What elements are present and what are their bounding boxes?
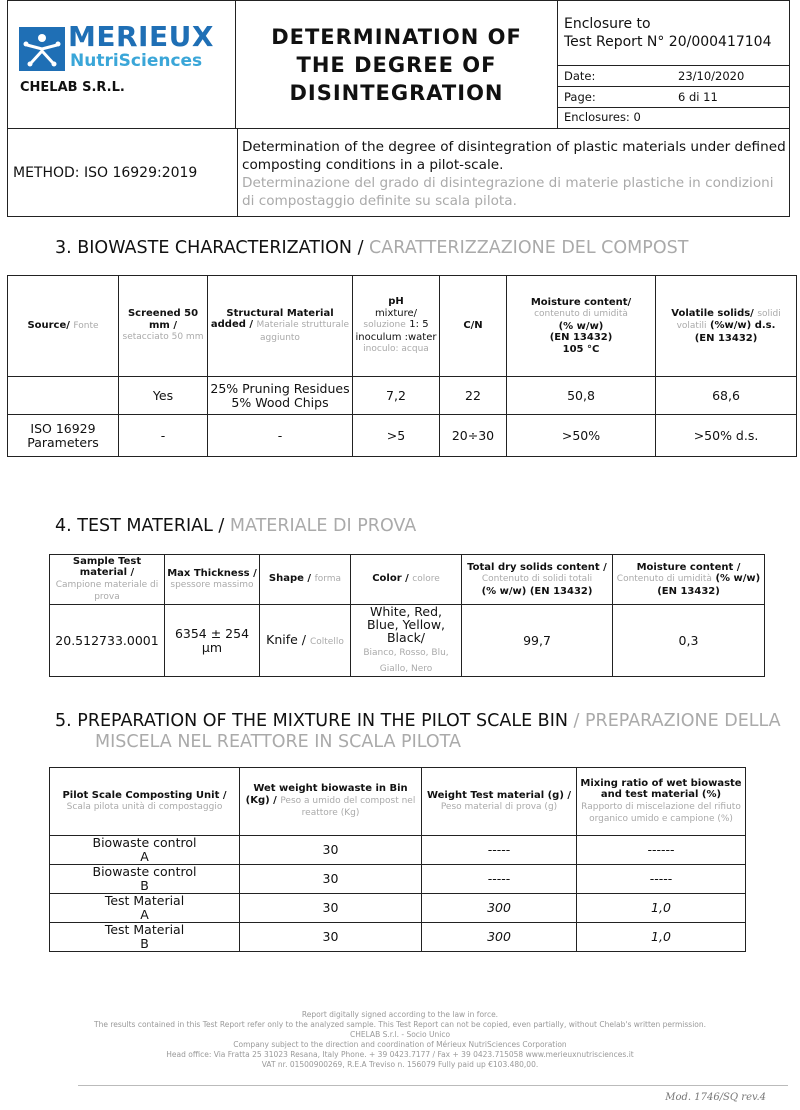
header-moist-unit: (% w/w) bbox=[715, 573, 761, 585]
section-4-heading bbox=[55, 516, 416, 537]
structural-line-2: 5% Wood Chips bbox=[231, 394, 329, 410]
cell-structural bbox=[208, 377, 353, 415]
thickness-value: 6354 ± 254 bbox=[174, 625, 250, 641]
cell-test-weight: 300 bbox=[422, 894, 577, 923]
cell-ph: >5 bbox=[353, 415, 440, 457]
title-line-1: DETERMINATION OF bbox=[271, 24, 522, 49]
cell-total-dry-solids: 99,7 bbox=[462, 605, 613, 677]
cell-moisture: >50% bbox=[507, 415, 656, 457]
biowaste-table bbox=[7, 275, 797, 457]
table-row bbox=[50, 605, 765, 677]
col-screened bbox=[119, 276, 208, 377]
header-moist-it: Contenuto di umidità bbox=[616, 574, 712, 585]
col-cn: C/N bbox=[440, 276, 507, 377]
header-moist-en: Moisture content / bbox=[636, 561, 741, 573]
method: METHOD: ISO 16929:2019 bbox=[8, 129, 238, 217]
section-3-title-it: CARATTERIZZAZIONE DEL COMPOST bbox=[369, 238, 689, 258]
header-ratio-it: Rapporto di miscelazione del rifiuto organico umido e campione (%) bbox=[581, 801, 741, 824]
header-tds-unit: (% w/w) (EN 13432) bbox=[481, 585, 593, 597]
header-shape-en: Shape / bbox=[268, 573, 312, 585]
date-row bbox=[558, 66, 790, 87]
cell-unit bbox=[50, 865, 240, 894]
footer-divider bbox=[78, 1085, 788, 1086]
unit-letter: A bbox=[140, 907, 149, 922]
col-moisture bbox=[613, 555, 765, 605]
cell-wet-weight: 30 bbox=[240, 836, 422, 865]
thickness-unit: µm bbox=[201, 639, 223, 655]
cell-test-weight: ----- bbox=[422, 865, 577, 894]
title-line-3: DISINTEGRATION bbox=[289, 80, 504, 105]
cell-wet-weight: 30 bbox=[240, 923, 422, 952]
cell-unit bbox=[50, 836, 240, 865]
page-footer bbox=[0, 1010, 800, 1070]
section-3-heading bbox=[55, 238, 688, 259]
footer-line-3: CHELAB S.r.l. - Socio Unico bbox=[349, 1030, 451, 1039]
cell-wet-weight: 30 bbox=[240, 894, 422, 923]
structural-line-1: 25% Pruning Residues bbox=[210, 380, 350, 396]
header-test-it: Peso material di prova (g) bbox=[440, 802, 558, 812]
mixture-table bbox=[49, 767, 746, 952]
cell-cn: 22 bbox=[440, 377, 507, 415]
section-4-title-en: 4. TEST MATERIAL / bbox=[55, 516, 225, 536]
enclosure-info bbox=[558, 1, 790, 129]
section-3-title-en: 3. BIOWASTE CHARACTERIZATION / bbox=[55, 238, 364, 258]
date-label: Date: bbox=[564, 69, 596, 83]
header-struct-en: Structural Material added / bbox=[210, 307, 334, 331]
cell-sample: 20.512733.0001 bbox=[50, 605, 165, 677]
table-header-row bbox=[50, 768, 746, 836]
col-unit bbox=[50, 768, 240, 836]
header-source-en: Source/ bbox=[27, 319, 70, 331]
col-structural bbox=[208, 276, 353, 377]
logo-brand: MERIEUX bbox=[68, 20, 214, 53]
col-ph bbox=[353, 276, 440, 377]
company-name: CHELAB S.R.L. bbox=[20, 80, 125, 95]
col-mixing-ratio bbox=[577, 768, 746, 836]
cell-structural: - bbox=[208, 415, 353, 457]
cell-test-weight: ----- bbox=[422, 836, 577, 865]
header-moist-it: contenuto di umidità bbox=[534, 309, 628, 320]
header-thick-en: Max Thickness / bbox=[167, 567, 257, 579]
merieux-logo-icon bbox=[19, 27, 65, 71]
table-header-row bbox=[50, 555, 765, 605]
cell-moisture: 0,3 bbox=[613, 605, 765, 677]
cell-color bbox=[351, 605, 462, 677]
header-moist-std: (EN 13432) bbox=[657, 585, 720, 597]
col-moisture bbox=[507, 276, 656, 377]
header-ph-inoculo: inoculo: acqua bbox=[363, 344, 429, 355]
logo-sub: NutriSciences bbox=[70, 51, 203, 71]
report-header bbox=[7, 0, 790, 217]
header-moist-std: (EN 13432) bbox=[549, 332, 613, 344]
header-sample-en: Sample Test material / bbox=[72, 555, 142, 578]
col-shape bbox=[260, 555, 351, 605]
col-sample bbox=[50, 555, 165, 605]
enclosure-reference bbox=[558, 1, 790, 66]
logo-cell bbox=[8, 1, 236, 129]
cell-source bbox=[8, 377, 119, 415]
cell-volatile: 68,6 bbox=[656, 377, 797, 415]
unit-letter: B bbox=[140, 878, 149, 893]
cell-unit bbox=[50, 923, 240, 952]
unit-name: Biowaste control bbox=[92, 835, 197, 850]
cell-ph: 7,2 bbox=[353, 377, 440, 415]
cell-thickness bbox=[165, 605, 260, 677]
header-moist-unit: (% w/w) bbox=[558, 320, 604, 332]
description-it: Determinazione del grado di disintegrazione di materie plastiche in condizioni di compostaggio definite su scala pilota. bbox=[242, 175, 774, 209]
unit-name: Test Material bbox=[104, 893, 185, 908]
header-unit-en: Pilot Scale Composting Unit / bbox=[62, 789, 227, 801]
header-unit-it: Scala pilota unità di compostaggio bbox=[66, 802, 223, 812]
col-wet-weight bbox=[240, 768, 422, 836]
cell-wet-weight: 30 bbox=[240, 865, 422, 894]
header-tds-en: Total dry solids content / bbox=[467, 561, 607, 573]
cell-cn: 20÷30 bbox=[440, 415, 507, 457]
table-header-row bbox=[8, 276, 797, 377]
header-ratio-en: Mixing ratio of wet biowaste and test material (%) bbox=[580, 777, 742, 800]
col-test-weight bbox=[422, 768, 577, 836]
footer-line-2: The results contained in this Test Report refer only to the analyzed sample. This Test Report can not be copied, even partially, without Chelab's written permission. bbox=[93, 1020, 707, 1029]
cell-mixing-ratio: 1,0 bbox=[577, 923, 746, 952]
header-ph-inoculum: inoculum :water bbox=[355, 331, 437, 343]
page-value: 6 di 11 bbox=[678, 90, 718, 104]
header-moist-temp: 105 °C bbox=[562, 343, 600, 355]
header-ph-ratio: 1: 5 bbox=[409, 319, 429, 331]
cell-screened: - bbox=[119, 415, 208, 457]
footer-line-4: Company subject to the direction and coordination of Mérieux NutriSciences Corporation bbox=[233, 1040, 567, 1049]
test-material-table bbox=[49, 554, 765, 677]
title-line-2: THE DEGREE OF bbox=[296, 52, 497, 77]
test-report-number: Test Report N° 20/000417104 bbox=[564, 34, 772, 50]
cell-source bbox=[8, 415, 119, 457]
shape-it: Coltello bbox=[309, 636, 344, 647]
header-sample-it: Campione materiale di prova bbox=[55, 579, 159, 602]
cell-test-weight: 300 bbox=[422, 923, 577, 952]
header-vol-it: solidi volatili bbox=[676, 308, 781, 332]
footer-line-6: VAT nr. 01500900269, R.E.A Treviso n. 156079 Fully paid up €103.480,00. bbox=[261, 1060, 539, 1069]
header-vol-en: Volatile solids/ bbox=[671, 307, 754, 319]
col-volatile bbox=[656, 276, 797, 377]
section-5-title-en: 5. PREPARATION OF THE MIXTURE IN THE PILOT SCALE BIN bbox=[55, 711, 568, 731]
source-line-1: ISO 16929 bbox=[30, 420, 96, 436]
cell-mixing-ratio: 1,0 bbox=[577, 894, 746, 923]
header-moist-en: Moisture content/ bbox=[530, 296, 632, 308]
color-en: White, Red, Blue, Yellow, Black/ bbox=[366, 604, 446, 645]
page-row bbox=[558, 87, 790, 108]
cell-shape bbox=[260, 605, 351, 677]
section-5-title-it-2: MISCELA NEL REATTORE IN SCALA PILOTA bbox=[95, 732, 461, 752]
table-row bbox=[50, 836, 746, 865]
unit-name: Test Material bbox=[104, 922, 185, 937]
table-row bbox=[50, 894, 746, 923]
footer-line-1: Report digitally signed according to the law in force. bbox=[301, 1010, 499, 1019]
cell-volatile: >50% d.s. bbox=[656, 415, 797, 457]
source-line-2: Parameters bbox=[27, 434, 99, 450]
table-row bbox=[8, 377, 797, 415]
header-struct-it: Materiale strutturale aggiunto bbox=[256, 320, 350, 343]
header-ph-mixture: mixture/ bbox=[374, 307, 418, 319]
cell-mixing-ratio: ------ bbox=[577, 836, 746, 865]
section-4-title-it: MATERIALE DI PROVA bbox=[229, 516, 417, 536]
section-5-heading bbox=[55, 711, 795, 753]
header-tds-it: Contenuto di solidi totali bbox=[481, 574, 593, 585]
form-code: Mod. 1746/SQ rev.4 bbox=[665, 1092, 766, 1103]
method-description bbox=[238, 129, 790, 217]
col-thickness bbox=[165, 555, 260, 605]
unit-letter: A bbox=[140, 849, 149, 864]
table-row bbox=[50, 865, 746, 894]
header-wet-it: Peso a umido del compost nel reattore (Kg) bbox=[280, 795, 416, 819]
header-ph-soluzione: soluzione bbox=[363, 320, 406, 331]
section-5-title-it-1: / PREPARAZIONE DELLA bbox=[573, 711, 781, 731]
header-test-en: Weight Test material (g) / bbox=[426, 789, 572, 801]
cell-mixing-ratio: ----- bbox=[577, 865, 746, 894]
enclosures-count: Enclosures: 0 bbox=[564, 110, 641, 124]
header-ph: pH bbox=[388, 296, 404, 308]
document-title bbox=[236, 1, 558, 129]
header-vol-std: (EN 13432) bbox=[694, 332, 758, 344]
unit-name: Biowaste control bbox=[92, 864, 197, 879]
header-vol-unit: (%w/w) d.s. bbox=[709, 320, 776, 332]
header-wet-en: Wet weight biowaste in Bin (Kg) / bbox=[245, 783, 408, 806]
page-label: Page: bbox=[564, 90, 596, 104]
header-shape-it: forma bbox=[314, 574, 342, 585]
table-row bbox=[50, 923, 746, 952]
enclosures-row bbox=[558, 107, 790, 128]
header-color-it: colore bbox=[412, 574, 440, 585]
enclosure-label: Enclosure to bbox=[564, 16, 651, 32]
shape-en: Knife / bbox=[266, 631, 306, 647]
header-color-en: Color / bbox=[372, 573, 409, 585]
header-thick-it: spessore massimo bbox=[170, 580, 254, 590]
header-screened-en: Screened 50 mm / bbox=[127, 308, 199, 331]
unit-letter: B bbox=[140, 936, 149, 951]
col-total-dry-solids bbox=[462, 555, 613, 605]
date-value: 23/10/2020 bbox=[678, 69, 745, 83]
footer-line-5: Head office: Via Fratta 25 31023 Resana, Italy Phone. + 39 0423.7177 / Fax + 39 0423.715058 www.merieuxnutrisciences.it bbox=[166, 1050, 634, 1059]
table-row bbox=[8, 415, 797, 457]
cell-screened: Yes bbox=[119, 377, 208, 415]
description-en: Determination of the degree of disintegration of plastic materials under defined composting conditions in a pilot-scale. bbox=[242, 139, 786, 173]
header-source-it: Fonte bbox=[73, 320, 99, 331]
cell-moisture: 50,8 bbox=[507, 377, 656, 415]
col-color bbox=[351, 555, 462, 605]
color-it: Bianco, Rosso, Blu, Giallo, Nero bbox=[363, 648, 449, 674]
header-screened-it: setacciato 50 mm bbox=[122, 332, 204, 343]
cell-unit bbox=[50, 894, 240, 923]
col-source bbox=[8, 276, 119, 377]
